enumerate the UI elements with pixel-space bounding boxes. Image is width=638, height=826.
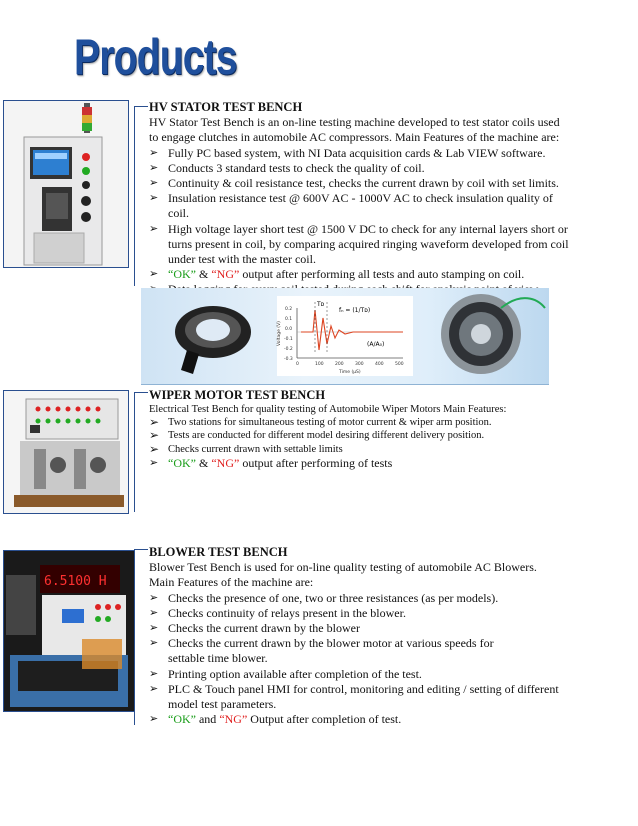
wiper-motor-section bbox=[149, 388, 569, 470]
graph-y-tick: -0.3 bbox=[284, 357, 293, 362]
list-item: ➢ “OK” & “NG” output after performing all tests and auto stamping on coil. bbox=[149, 267, 525, 282]
page-title: Products bbox=[74, 29, 237, 85]
graph-y-tick: 0.0 bbox=[285, 327, 293, 332]
list-item: ➢ Fully PC based system, with NI Data acquisition cards & Lab VIEW software. bbox=[149, 145, 546, 160]
list-item: ➢ Checks continuity of relays present in the blower. bbox=[149, 605, 406, 620]
ok-label: “OK” bbox=[168, 712, 196, 727]
ng-label: “NG” bbox=[211, 455, 240, 470]
blower-display-readout: 6.5100 H bbox=[44, 574, 107, 589]
blower-intro: Blower Test Bench is used for on-line quality testing of automobile AC Blowers. bbox=[149, 560, 537, 575]
ok-label: “OK” bbox=[168, 267, 196, 282]
list-item: ➢ PLC & Touch panel HMI for control, monitoring and editing / setting of different model test parameters. bbox=[149, 681, 559, 712]
hv-stator-banner bbox=[141, 288, 549, 385]
list-item: ➢ Conducts 3 standard tests to check the quality of coil. bbox=[149, 160, 425, 175]
graph-x-tick: 0 bbox=[296, 362, 299, 367]
list-item: ➢ Checks current drawn with settable limits bbox=[149, 441, 343, 456]
graph-td-label: Tᴅ bbox=[317, 301, 325, 308]
graph-x-tick: 300 bbox=[355, 362, 364, 367]
list-item: ➢ Insulation resistance test @ 600V AC - 1000V AC to check insulation quality of coil. bbox=[149, 191, 553, 221]
graph-formula-2: (A/A₀) bbox=[367, 341, 385, 348]
blower-section bbox=[149, 545, 569, 727]
blower-photo bbox=[3, 550, 135, 712]
graph-formula: fₙ = (1/Tᴅ) bbox=[339, 307, 371, 314]
graph-y-tick: -0.1 bbox=[284, 337, 293, 342]
wiper-motor-intro: Electrical Test Bench for quality testing of Automobile Wiper Motors Main Features: bbox=[149, 404, 507, 415]
graph-x-tick: 400 bbox=[375, 362, 384, 367]
wiper-motor-title: WIPER MOTOR TEST BENCH bbox=[149, 388, 326, 402]
hv-stator-photo bbox=[3, 100, 129, 268]
graph-y-tick: -0.2 bbox=[284, 347, 293, 352]
list-item: ➢ “OK” and “NG” Output after completion of test. bbox=[149, 712, 402, 727]
wiper-motor-photo bbox=[3, 390, 129, 514]
blower-feature-list bbox=[149, 591, 569, 728]
ok-label: “OK” bbox=[168, 455, 196, 470]
list-item: ➢ Two stations for simultaneous testing of motor current & wiper arm position. bbox=[149, 415, 492, 430]
ng-label: “NG” bbox=[219, 712, 248, 727]
blower-title: BLOWER TEST BENCH bbox=[149, 545, 288, 559]
hv-stator-feature-list bbox=[149, 146, 569, 298]
wiper-motor-feature-list bbox=[149, 416, 569, 470]
graph-y-tick: 0.1 bbox=[285, 317, 293, 322]
hv-stator-title: HV STATOR TEST BENCH bbox=[149, 100, 303, 114]
list-item: ➢ Checks the presence of one, two or three resistances (as per models). bbox=[149, 590, 499, 605]
list-item: ➢ Continuity & coil resistance test, checks the current drawn by coil with set limits. bbox=[149, 176, 559, 191]
graph-y-tick: 0.2 bbox=[285, 307, 293, 312]
graph-x-label: Time (µS) bbox=[339, 370, 361, 375]
graph-x-tick: 500 bbox=[395, 362, 404, 367]
graph-x-tick: 100 bbox=[315, 362, 324, 367]
list-item: ➢ Checks the current drawn by the blower motor at various speeds for settable time blower. bbox=[149, 636, 494, 666]
graph-x-tick: 200 bbox=[335, 362, 344, 367]
ng-label: “NG” bbox=[211, 267, 240, 282]
list-item: ➢ High voltage layer short test @ 1500 V DC to check for any internal layers short or turns present in coil, by comparing acquired ringing waveform developed from coil under test with the master coil. bbox=[149, 221, 569, 267]
list-item: ➢ Tests are conducted for different model desiring different delivery position. bbox=[149, 428, 485, 443]
blower-intro-2: Main Features of the machine are: bbox=[149, 575, 314, 590]
list-item: ➢ Printing option available after completion of the test. bbox=[149, 666, 422, 681]
hv-stator-intro: HV Stator Test Bench is an on-line testing machine developed to test stator coils used to engage clutches in automobile AC compressors. Main Features of the machine are: bbox=[149, 115, 560, 145]
list-item: ➢ Checks the current drawn by the blower bbox=[149, 621, 360, 636]
hv-stator-section bbox=[149, 100, 569, 298]
banner-graphics bbox=[141, 288, 549, 384]
graph-y-label: Voltage (V) bbox=[277, 321, 282, 346]
list-item: ➢ “OK” & “NG” output after performing of tests bbox=[149, 455, 393, 470]
